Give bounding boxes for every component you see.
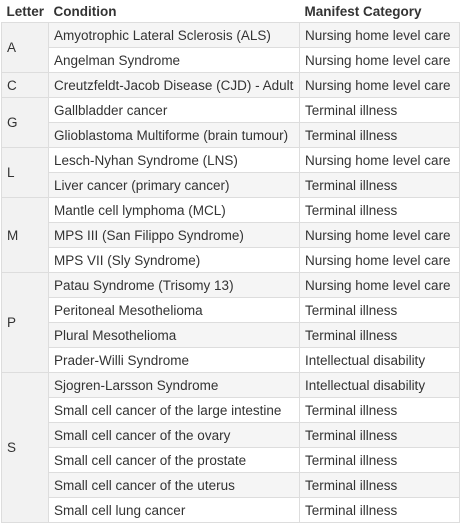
table-row xyxy=(2,123,460,148)
manifest-category-cell: Terminal illness xyxy=(300,398,460,423)
letter-cell: M xyxy=(2,198,49,273)
condition-cell: Plural Mesothelioma xyxy=(49,323,300,348)
header-condition: Condition xyxy=(49,0,300,23)
table-row xyxy=(2,23,460,48)
manifest-category-cell: Terminal illness xyxy=(300,473,460,498)
table-row xyxy=(2,198,460,223)
table-row xyxy=(2,73,460,98)
manifest-category-cell: Terminal illness xyxy=(300,323,460,348)
condition-cell: Small cell cancer of the ovary xyxy=(49,423,300,448)
manifest-category-cell: Intellectual disability xyxy=(300,348,460,373)
table-row xyxy=(2,498,460,523)
table-row xyxy=(2,223,460,248)
condition-cell: Creutzfeldt-Jacob Disease (CJD) - Adult xyxy=(49,73,300,98)
manifest-category-cell: Terminal illness xyxy=(300,123,460,148)
manifest-category-cell: Terminal illness xyxy=(300,173,460,198)
table-row xyxy=(2,298,460,323)
table-row xyxy=(2,273,460,298)
table-row xyxy=(2,348,460,373)
letter-cell: C xyxy=(2,73,49,98)
letter-cell: G xyxy=(2,98,49,148)
condition-cell: Liver cancer (primary cancer) xyxy=(49,173,300,198)
manifest-category-cell: Nursing home level care xyxy=(300,23,460,48)
table-row xyxy=(2,448,460,473)
condition-cell: Small cell cancer of the large intestine xyxy=(49,398,300,423)
manifest-category-cell: Terminal illness xyxy=(300,298,460,323)
condition-cell: MPS III (San Filippo Syndrome) xyxy=(49,223,300,248)
header-letter: Letter xyxy=(2,0,49,23)
table-row xyxy=(2,423,460,448)
condition-cell: Gallbladder cancer xyxy=(49,98,300,123)
letter-cell: A xyxy=(2,23,49,73)
manifest-category-cell: Terminal illness xyxy=(300,498,460,523)
table-row xyxy=(2,173,460,198)
manifest-category-cell: Nursing home level care xyxy=(300,48,460,73)
header-manifest-category: Manifest Category xyxy=(300,0,460,23)
manifest-category-cell: Intellectual disability xyxy=(300,373,460,398)
manifest-category-cell: Terminal illness xyxy=(300,198,460,223)
condition-cell: Angelman Syndrome xyxy=(49,48,300,73)
condition-cell: Peritoneal Mesothelioma xyxy=(49,298,300,323)
condition-cell: Amyotrophic Lateral Sclerosis (ALS) xyxy=(49,23,300,48)
manifest-category-cell: Terminal illness xyxy=(300,423,460,448)
condition-cell: Patau Syndrome (Trisomy 13) xyxy=(49,273,300,298)
manifest-category-cell: Terminal illness xyxy=(300,98,460,123)
condition-cell: Small cell cancer of the prostate xyxy=(49,448,300,473)
manifest-category-cell: Nursing home level care xyxy=(300,223,460,248)
table-row xyxy=(2,248,460,273)
condition-cell: Prader-Willi Syndrome xyxy=(49,348,300,373)
letter-cell: S xyxy=(2,373,49,523)
letter-cell: P xyxy=(2,273,49,373)
manifest-category-cell: Nursing home level care xyxy=(300,148,460,173)
table-row xyxy=(2,48,460,73)
table-row xyxy=(2,323,460,348)
table-row xyxy=(2,373,460,398)
condition-cell: MPS VII (Sly Syndrome) xyxy=(49,248,300,273)
table-row xyxy=(2,473,460,498)
condition-cell: Glioblastoma Multiforme (brain tumour) xyxy=(49,123,300,148)
table-row xyxy=(2,398,460,423)
condition-cell: Small cell cancer of the uterus xyxy=(49,473,300,498)
letter-cell: L xyxy=(2,148,49,198)
manifest-category-cell: Nursing home level care xyxy=(300,273,460,298)
conditions-table xyxy=(1,0,460,523)
manifest-category-cell: Nursing home level care xyxy=(300,248,460,273)
condition-cell: Small cell lung cancer xyxy=(49,498,300,523)
table-row xyxy=(2,148,460,173)
condition-cell: Mantle cell lymphoma (MCL) xyxy=(49,198,300,223)
table-body xyxy=(2,23,460,523)
header-row xyxy=(2,0,460,23)
table-row xyxy=(2,98,460,123)
condition-cell: Lesch-Nyhan Syndrome (LNS) xyxy=(49,148,300,173)
manifest-category-cell: Terminal illness xyxy=(300,448,460,473)
condition-cell: Sjogren-Larsson Syndrome xyxy=(49,373,300,398)
manifest-category-cell: Nursing home level care xyxy=(300,73,460,98)
